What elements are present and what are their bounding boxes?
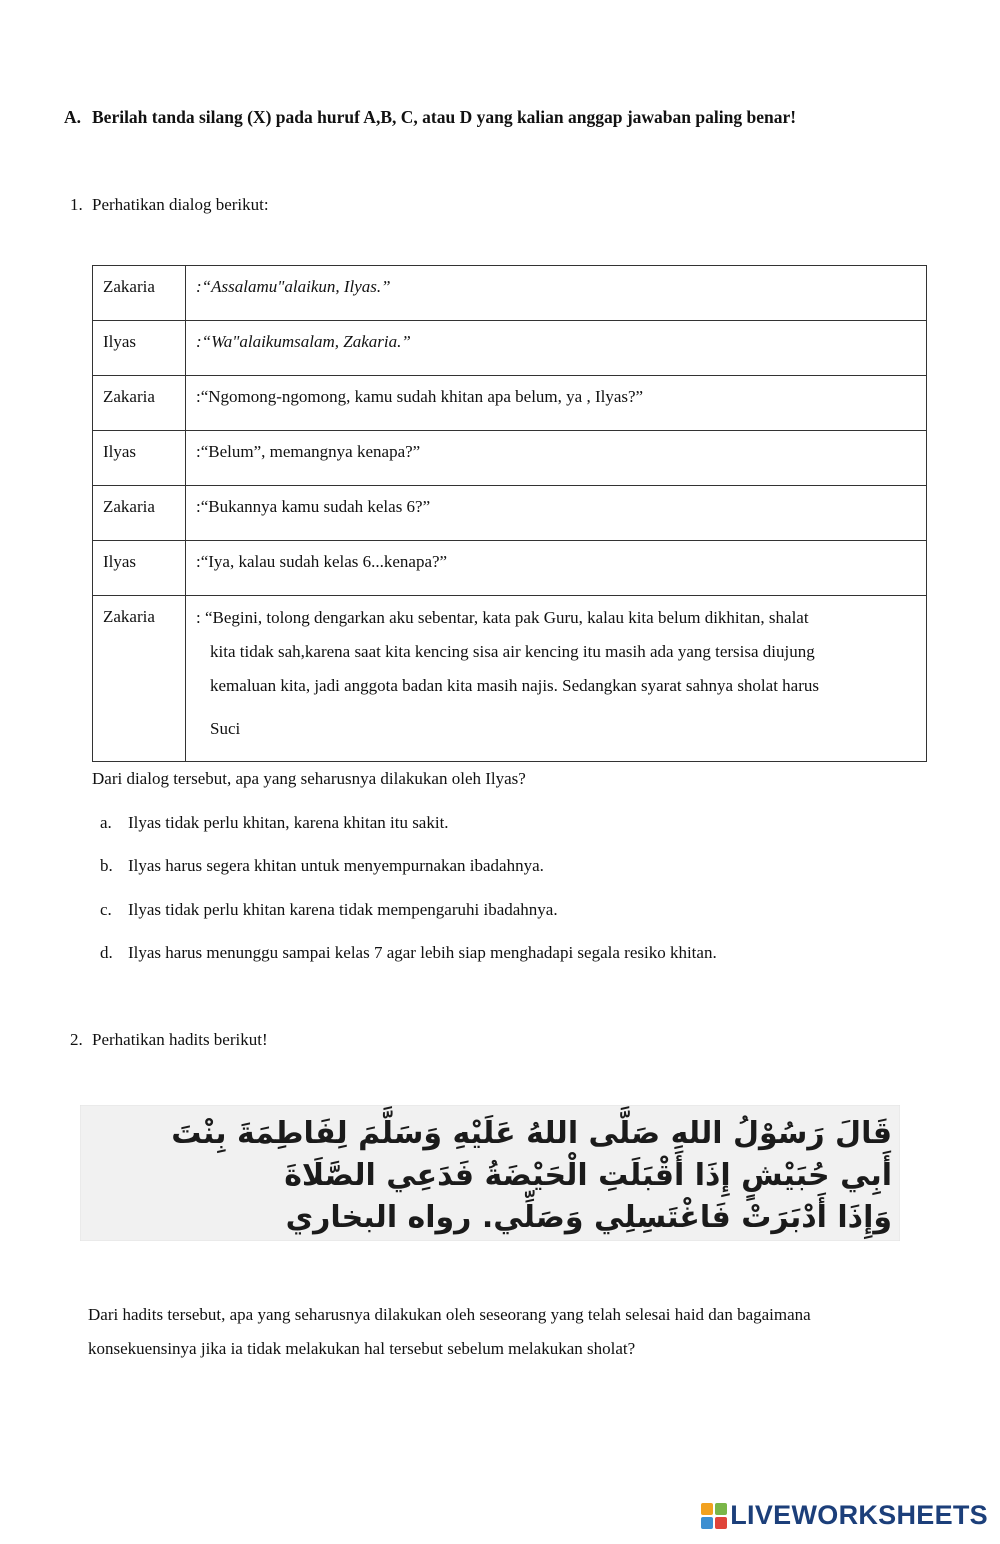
answer-option-a[interactable] <box>100 813 449 833</box>
liveworksheets-brand[interactable] <box>701 1500 988 1531</box>
option-letter: c. <box>100 900 112 919</box>
answer-option-b[interactable] <box>100 856 544 876</box>
section-heading <box>64 107 796 128</box>
dialog-line <box>186 321 927 376</box>
question-intro-text: Perhatikan dialog berikut: <box>92 195 269 214</box>
option-text: Ilyas tidak perlu khitan karena tidak mempengaruhi ibadahnya. <box>128 900 558 919</box>
hadith-line-1: قَالَ رَسُوْلُ اللهِ صَلَّى اللهُ عَلَيْهِ وَسَلَّمَ لِفَاطِمَةَ بِنْتَ <box>171 1116 892 1151</box>
option-text: Ilyas harus segera khitan untuk menyempurnakan ibadahnya. <box>128 856 544 875</box>
dialog-row <box>93 431 927 486</box>
answer-option-d[interactable] <box>100 943 717 963</box>
dialog-table <box>92 265 927 762</box>
dialog-line-text: : “Begini, tolong dengarkan aku sebentar, kata pak Guru, kalau kita belum dikhitan, shalat <box>196 608 809 627</box>
dialog-speaker: Ilyas <box>93 321 186 376</box>
dialog-line-text: :“Assalamu"alaikun, Ilyas.” <box>196 277 391 296</box>
dialog-speaker: Zakaria <box>93 376 186 431</box>
dialog-speaker: Zakaria <box>93 596 186 762</box>
dialog-row <box>93 266 927 321</box>
dialog-speaker: Ilyas <box>93 431 186 486</box>
dialog-speaker: Ilyas <box>93 541 186 596</box>
question-1-prompt: Dari dialog tersebut, apa yang seharusnya dilakukan oleh Ilyas? <box>92 769 526 788</box>
question-2-prompt-line: konsekuensinya jika ia tidak melakukan hal tersebut sebelum melakukan sholat? <box>88 1339 636 1358</box>
dialog-row <box>93 596 927 762</box>
dialog-line: :“Ngomong-ngomong, kamu sudah khitan apa belum, ya , Ilyas?” <box>186 376 927 431</box>
option-letter: d. <box>100 943 113 962</box>
dialog-row <box>93 486 927 541</box>
question-2-prompt-line: Dari hadits tersebut, apa yang seharusnya dilakukan oleh seseorang yang telah selesai haid dan bagaimana <box>88 1305 811 1324</box>
answer-option-c[interactable] <box>100 900 558 920</box>
dialog-speaker: Zakaria <box>93 266 186 321</box>
question-1-intro <box>70 195 269 215</box>
section-instruction: Berilah tanda silang (X) pada huruf A,B, C, atau D yang kalian anggap jawaban paling benar! <box>92 107 797 127</box>
brand-name: LIVEWORKSHEETS <box>730 1500 988 1530</box>
dialog-row <box>93 321 927 376</box>
option-text: Ilyas harus menunggu sampai kelas 7 agar lebih siap menghadapi segala resiko khitan. <box>128 943 717 962</box>
dialog-line <box>186 596 927 762</box>
dialog-line <box>186 266 927 321</box>
liveworksheets-logo-icon <box>701 1503 727 1529</box>
option-text: Ilyas tidak perlu khitan, karena khitan itu sakit. <box>128 813 449 832</box>
dialog-speaker: Zakaria <box>93 486 186 541</box>
dialog-row <box>93 541 927 596</box>
hadith-line-3: وَإِذَا أَدْبَرَتْ فَاغْتَسِلِي وَصَلِّي. رواه البخاري <box>285 1200 892 1235</box>
hadith-scan <box>80 1105 900 1241</box>
option-letter: a. <box>100 813 112 832</box>
section-letter: A. <box>64 107 82 127</box>
question-2-intro <box>70 1030 268 1050</box>
dialog-row <box>93 376 927 431</box>
dialog-line: :“Bukannya kamu sudah kelas 6?” <box>186 486 927 541</box>
question-2-prompt <box>88 1298 938 1366</box>
question-number: 1. <box>70 195 83 214</box>
dialog-line-text: kita tidak sah,karena saat kita kencing sisa air kencing itu masih ada yang tersisa diujung <box>210 642 815 661</box>
hadith-line-2: أَبِي حُبَيْشٍ إِذَا أَقْبَلَتِ الْحَيْضَةُ فَدَعِي الصَّلَاةَ <box>284 1158 892 1193</box>
hadith-image <box>80 1105 900 1241</box>
option-letter: b. <box>100 856 113 875</box>
question-number: 2. <box>70 1030 83 1049</box>
dialog-line: :“Belum”, memangnya kenapa?” <box>186 431 927 486</box>
question-intro-text: Perhatikan hadits berikut! <box>92 1030 268 1049</box>
dialog-line-text: kemaluan kita, jadi anggota badan kita masih najis. Sedangkan syarat sahnya sholat harus <box>210 676 819 695</box>
dialog-line-text: :“Wa"alaikumsalam, Zakaria.” <box>196 332 411 351</box>
dialog-line: :“Iya, kalau sudah kelas 6...kenapa?” <box>186 541 927 596</box>
dialog-line-text: Suci <box>210 719 241 738</box>
